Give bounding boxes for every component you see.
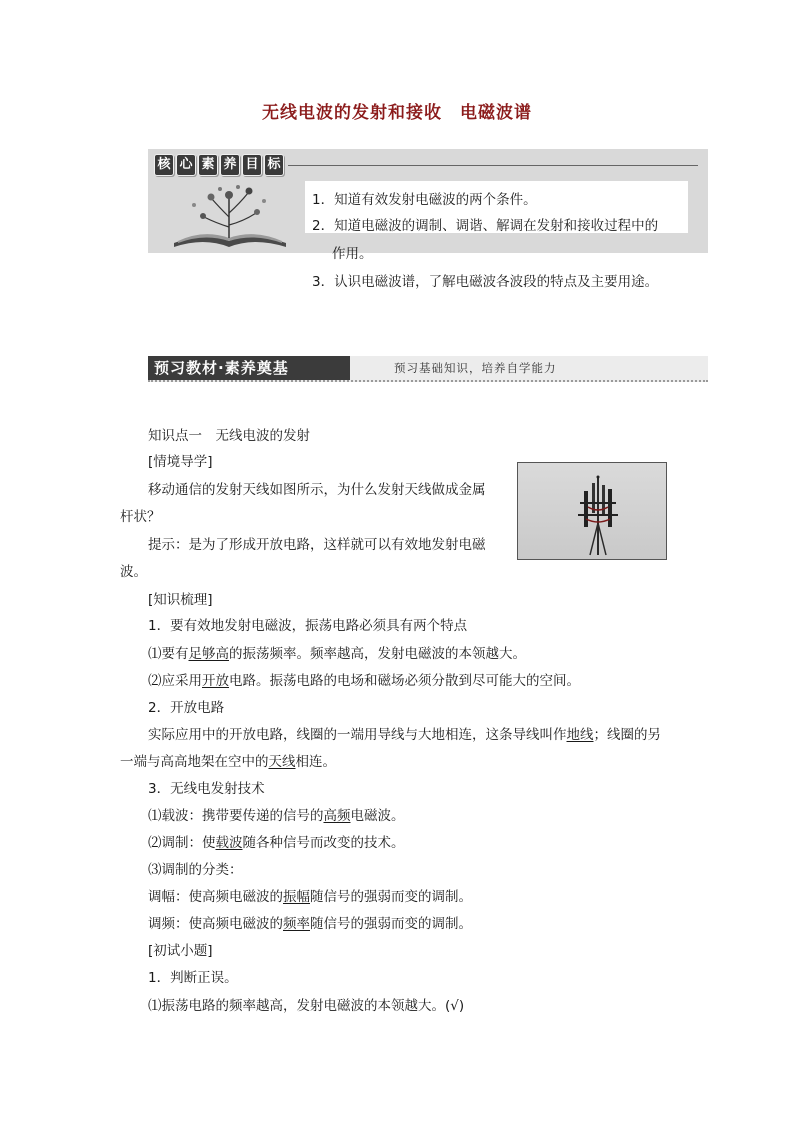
banner-title: 预习教材·素养奠基: [148, 356, 350, 380]
text-span: ⑴要有: [148, 646, 189, 662]
text-span: 实际应用中的开放电路，线圈的一端用导线与大地相连，这条导线叫作: [148, 727, 567, 743]
goals-header-char: 素: [198, 154, 218, 176]
goals-divider: [288, 165, 698, 166]
point-1a: [148, 642, 526, 662]
trial-1: 1．判断正误。: [148, 970, 238, 986]
text-span: 随各种信号而改变的技术。: [242, 835, 405, 851]
hint-line: 波。: [120, 564, 147, 580]
text-span: ；线圈的另: [593, 727, 661, 743]
point-1b: [148, 669, 580, 689]
goal-item-2: 2．知道电磁波的调制、调谐、解调在发射和接收过程中的: [312, 218, 659, 234]
text-span: 电磁波。: [350, 808, 405, 824]
point-2-line2: [120, 750, 336, 770]
text-span: 随信号的强弱而变的调制。: [310, 916, 472, 932]
goals-header: [154, 154, 284, 176]
goals-header-char: 标: [264, 154, 284, 176]
answer-blank: 频率: [283, 916, 310, 932]
goals-header-char: 心: [176, 154, 196, 176]
point-1: 1．要有效地发射电磁波，振荡电路必须具有两个特点: [148, 618, 468, 634]
point-2: 2．开放电路: [148, 700, 225, 716]
situation-label: [情境导学]: [148, 454, 213, 470]
answer-blank: 开放: [202, 673, 229, 689]
text-span: ⑵调制：使: [148, 835, 216, 851]
goal-item-3: 3．认识电磁波谱，了解电磁波各波段的特点及主要用途。: [312, 274, 659, 290]
question-line: 移动通信的发射天线如图所示，为什么发射天线做成金属: [148, 482, 486, 498]
hint-line: 提示：是为了形成开放电路，这样就可以有效地发射电磁: [148, 537, 486, 553]
text-span: 调幅：使高频电磁波的: [148, 889, 283, 905]
trial-label: [初试小题]: [148, 943, 213, 959]
text-span: 一端与高高地架在空中的: [120, 754, 269, 770]
trial-1a: ⑴振荡电路的频率越高，发射电磁波的本领越大。(√): [148, 998, 465, 1014]
text-span: ⑴载波：携带要传递的信号的: [148, 808, 324, 824]
knowledge-point-heading: 知识点一 无线电波的发射: [148, 428, 310, 444]
text-span: 随信号的强弱而变的调制。: [310, 889, 472, 905]
goal-item-1: 1．知道有效发射电磁波的两个条件。: [312, 192, 537, 208]
question-line: 杆状？: [120, 509, 161, 525]
goal-item-2-cont: 作用。: [332, 246, 373, 262]
answer-blank: 地线: [566, 727, 594, 743]
text-span: 的振荡频率。频率越高，发射电磁波的本领越大。: [229, 646, 526, 662]
answer-blank: 高频: [323, 808, 351, 824]
point-3c: ⑶调制的分类：: [148, 862, 243, 878]
antenna-tower-icon: [518, 463, 666, 559]
point-3a: [148, 804, 405, 824]
point-3b: [148, 831, 405, 851]
review-label: [知识梳理]: [148, 592, 213, 608]
am-line: [148, 885, 472, 905]
section-banner: [148, 356, 708, 382]
goals-header-char: 养: [220, 154, 240, 176]
goals-header-char: 核: [154, 154, 174, 176]
answer-blank: 天线: [268, 754, 296, 770]
fm-line: [148, 912, 472, 932]
text-span: 相连。: [295, 754, 336, 770]
answer-blank: 足够高: [188, 646, 229, 662]
banner-subtitle: 预习基础知识，培养自学能力: [394, 361, 557, 375]
antenna-photo: [517, 462, 667, 560]
book-plant-icon: [164, 177, 294, 251]
point-3: 3．无线电发射技术: [148, 781, 265, 797]
text-span: 调频：使高频电磁波的: [148, 916, 283, 932]
page-title: 无线电波的发射和接收 电磁波谱: [262, 103, 532, 123]
point-2-line1: [148, 723, 661, 743]
goals-header-char: 目: [242, 154, 262, 176]
answer-blank: 振幅: [283, 889, 310, 905]
answer-blank: 载波: [215, 835, 243, 851]
text-span: 电路。振荡电路的电场和磁场必须分散到尽可能大的空间。: [229, 673, 580, 689]
text-span: ⑵应采用: [148, 673, 202, 689]
